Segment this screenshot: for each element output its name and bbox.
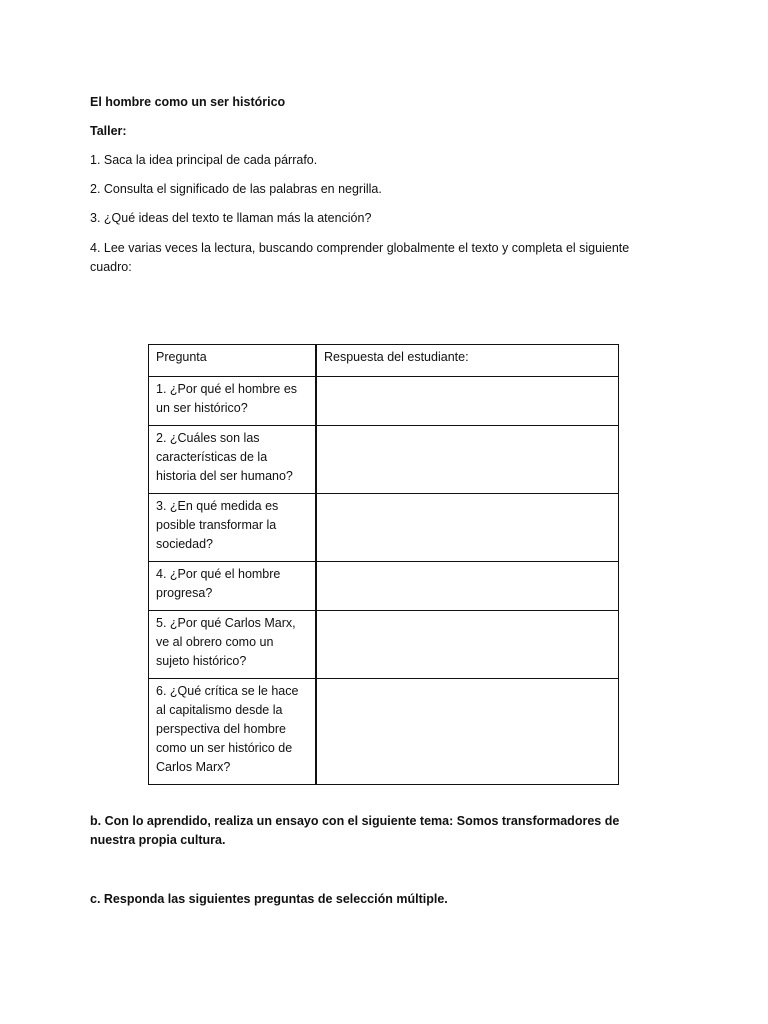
workshop-label: Taller: bbox=[90, 124, 127, 138]
question-cell: 6. ¿Qué crítica se le hace al capitalismo desde la perspectiva del hombre como un ser histórico de Carlos Marx? bbox=[149, 679, 317, 785]
table-row bbox=[149, 562, 619, 611]
instruction-2: 2. Consulta el significado de las palabras en negrilla. bbox=[90, 182, 382, 196]
part-b-instruction: b. Con lo aprendido, realiza un ensayo con el siguiente tema: Somos transformadores de nuestra propia cultura. bbox=[90, 814, 620, 847]
header-question: Pregunta bbox=[149, 345, 317, 377]
question-cell: 2. ¿Cuáles son las características de la historia del ser humano? bbox=[149, 426, 317, 494]
header-answer: Respuesta del estudiante: bbox=[316, 345, 619, 377]
table-row bbox=[149, 377, 619, 426]
instruction-1: 1. Saca la idea principal de cada párrafo. bbox=[90, 153, 318, 167]
answer-cell[interactable] bbox=[316, 562, 619, 611]
table-row bbox=[149, 679, 619, 785]
answer-cell[interactable] bbox=[316, 377, 619, 426]
answer-cell[interactable] bbox=[316, 611, 619, 679]
part-c-instruction: c. Responda las siguientes preguntas de selección múltiple. bbox=[90, 892, 448, 906]
question-cell: 4. ¿Por qué el hombre progresa? bbox=[149, 562, 317, 611]
question-cell: 3. ¿En qué medida es posible transformar la sociedad? bbox=[149, 494, 317, 562]
instruction-3: 3. ¿Qué ideas del texto te llaman más la atención? bbox=[90, 211, 372, 225]
table-header-row bbox=[149, 345, 619, 377]
table-row bbox=[149, 426, 619, 494]
answer-cell[interactable] bbox=[316, 494, 619, 562]
instruction-4: 4. Lee varias veces la lectura, buscando comprender globalmente el texto y completa el siguiente cuadro: bbox=[90, 241, 630, 274]
answer-cell[interactable] bbox=[316, 679, 619, 785]
document-title: El hombre como un ser histórico bbox=[90, 95, 286, 109]
table-row bbox=[149, 611, 619, 679]
table-row bbox=[149, 494, 619, 562]
question-cell: 5. ¿Por qué Carlos Marx, ve al obrero como un sujeto histórico? bbox=[149, 611, 317, 679]
questions-table bbox=[148, 344, 619, 785]
answer-cell[interactable] bbox=[316, 426, 619, 494]
question-cell: 1. ¿Por qué el hombre es un ser histórico? bbox=[149, 377, 317, 426]
